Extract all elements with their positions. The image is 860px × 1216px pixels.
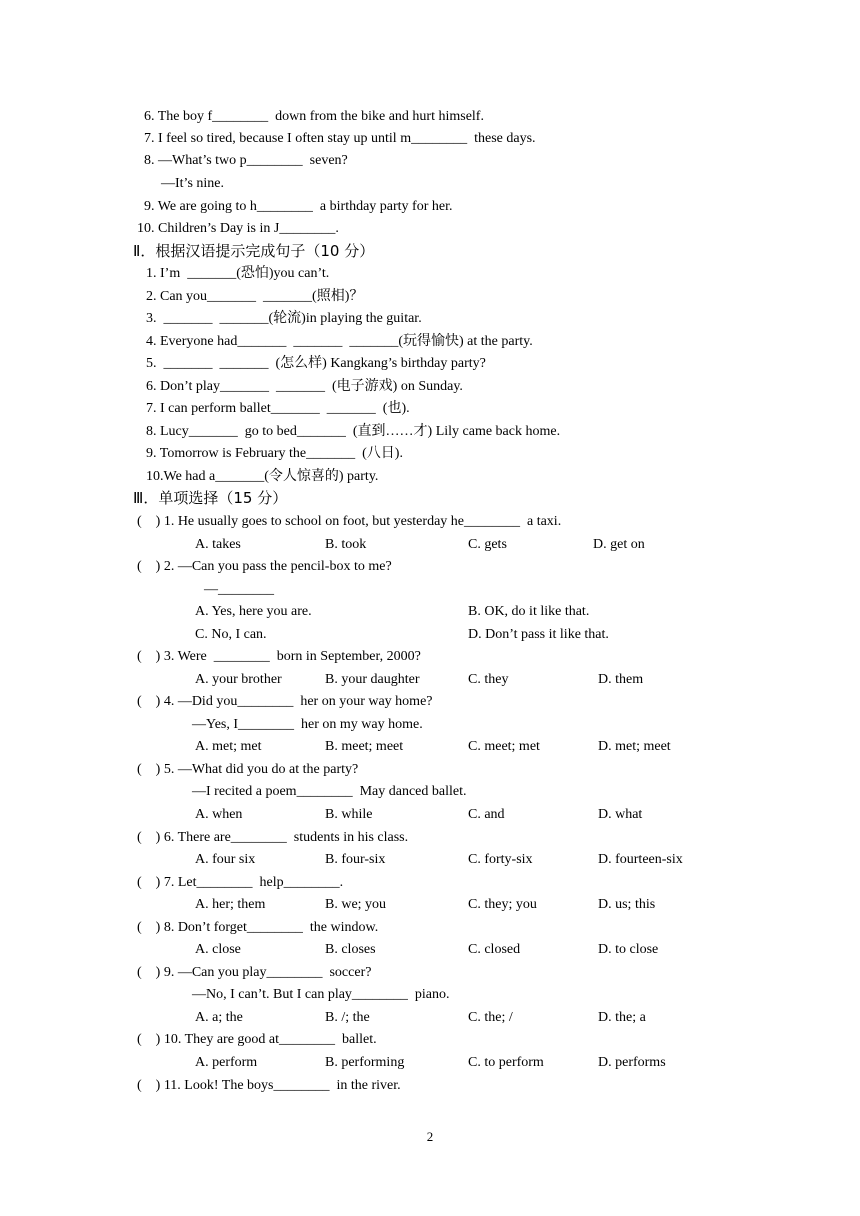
mc-q9-option-b: B. /; the: [325, 1010, 370, 1025]
mc-q10-option-c: C. to perform: [468, 1055, 544, 1070]
mc-q7-option-d: D. us; this: [598, 897, 656, 912]
fill-item-8: 8. —What’s two p________ seven?: [144, 153, 348, 168]
mc-question-9: ( ) 9. —Can you play________ soccer?: [137, 965, 372, 980]
mc-q10-option-d: D. performs: [598, 1055, 666, 1070]
fill-item-7: 7. I feel so tired, because I often stay up until m________ these days.: [144, 131, 536, 146]
fill-item-8-answer: —It’s nine.: [161, 176, 224, 191]
translate-item-10: 10.We had a_______(令人惊喜的) party.: [146, 469, 379, 484]
translate-item-1: 1. I’m _______(恐怕)you can’t.: [146, 266, 330, 281]
mc-q3-option-d: D. them: [598, 672, 644, 687]
translate-item-4: 4. Everyone had_______ _______ _______(玩得愉快) at the party.: [146, 334, 533, 349]
mc-question-4: ( ) 4. —Did you________ her on your way home?: [137, 694, 433, 709]
section-heading-3: Ⅲ．单项选择（15 分）: [133, 489, 288, 507]
mc-q7-option-b: B. we; you: [325, 897, 387, 912]
translate-item-3: 3. _______ _______(轮流)in playing the guitar.: [146, 311, 422, 326]
mc-q8-option-d: D. to close: [598, 942, 659, 957]
mc-q4-option-d: D. met; meet: [598, 739, 671, 754]
mc-q9-option-d: D. the; a: [598, 1010, 646, 1025]
translate-item-7: 7. I can perform ballet_______ _______ (也).: [146, 401, 410, 416]
mc-q5-option-d: D. what: [598, 807, 643, 822]
mc-q6-option-c: C. forty-six: [468, 852, 533, 867]
fill-item-9: 9. We are going to h________ a birthday party for her.: [144, 199, 453, 214]
mc-q1-option-a: A. takes: [195, 537, 241, 552]
mc-q8-option-b: B. closes: [325, 942, 376, 957]
translate-item-2: 2. Can you_______ _______(照相)？: [146, 289, 364, 304]
mc-q10-option-b: B. performing: [325, 1055, 405, 1070]
mc-q1-option-b: B. took: [325, 537, 367, 552]
mc-q4-option-a: A. met; met: [195, 739, 262, 754]
mc-q2-option-d: D. Don’t pass it like that.: [468, 627, 609, 642]
mc-q2-reply-line: —________: [204, 582, 274, 597]
mc-q1-option-d: D. get on: [593, 537, 645, 552]
mc-q3-option-b: B. your daughter: [325, 672, 420, 687]
mc-q5-option-b: B. while: [325, 807, 373, 822]
section-heading-2: Ⅱ．根据汉语提示完成句子（10 分）: [133, 242, 375, 260]
mc-q4-reply: —Yes, I________ her on my way home.: [192, 717, 423, 732]
mc-question-2: ( ) 2. —Can you pass the pencil-box to me?: [137, 559, 392, 574]
mc-question-6: ( ) 6. There are________ students in his class.: [137, 830, 409, 845]
mc-q4-option-b: B. meet; meet: [325, 739, 404, 754]
mc-q7-option-c: C. they; you: [468, 897, 537, 912]
mc-q8-option-a: A. close: [195, 942, 241, 957]
mc-q4-option-c: C. meet; met: [468, 739, 540, 754]
translate-item-5: 5. _______ _______ (怎么样) Kangkang’s birthday party?: [146, 356, 486, 371]
translate-item-9: 9. Tomorrow is February the_______ (八日).: [146, 446, 403, 461]
fill-item-10: 10. Children’s Day is in J________.: [137, 221, 339, 236]
mc-question-3: ( ) 3. Were ________ born in September, 2000?: [137, 649, 421, 664]
mc-q3-option-c: C. they: [468, 672, 509, 687]
mc-q10-option-a: A. perform: [195, 1055, 258, 1070]
mc-question-8: ( ) 8. Don’t forget________ the window.: [137, 920, 379, 935]
mc-q9-option-a: A. a; the: [195, 1010, 243, 1025]
mc-q6-option-a: A. four six: [195, 852, 256, 867]
mc-q9-reply: —No, I can’t. But I can play________ piano.: [192, 987, 450, 1002]
mc-q2-option-b: B. OK, do it like that.: [468, 604, 590, 619]
mc-q2-option-c: C. No, I can.: [195, 627, 267, 642]
mc-q1-option-c: C. gets: [468, 537, 507, 552]
mc-q6-option-b: B. four-six: [325, 852, 386, 867]
mc-question-1: ( ) 1. He usually goes to school on foot, but yesterday he________ a taxi.: [137, 514, 562, 529]
mc-q5-option-c: C. and: [468, 807, 505, 822]
mc-question-10: ( ) 10. They are good at________ ballet.: [137, 1032, 377, 1047]
translate-item-8: 8. Lucy_______ go to bed_______ (直到……才) Lily came back home.: [146, 424, 561, 439]
translate-item-6: 6. Don’t play_______ _______ (电子游戏) on Sunday.: [146, 379, 463, 394]
mc-q8-option-c: C. closed: [468, 942, 521, 957]
mc-question-7: ( ) 7. Let________ help________.: [137, 875, 344, 890]
page-number: 2: [426, 1129, 434, 1144]
mc-question-5: ( ) 5. —What did you do at the party?: [137, 762, 359, 777]
mc-q7-option-a: A. her; them: [195, 897, 266, 912]
mc-q2-option-a: A. Yes, here you are.: [195, 604, 312, 619]
mc-q6-option-d: D. fourteen-six: [598, 852, 683, 867]
mc-question-11: ( ) 11. Look! The boys________ in the river.: [137, 1078, 401, 1093]
mc-q5-reply: —I recited a poem________ May danced ballet.: [192, 784, 467, 799]
mc-q3-option-a: A. your brother: [195, 672, 282, 687]
mc-q9-option-c: C. the; /: [468, 1010, 513, 1025]
fill-item-6: 6. The boy f________ down from the bike and hurt himself.: [144, 109, 484, 124]
mc-q5-option-a: A. when: [195, 807, 243, 822]
